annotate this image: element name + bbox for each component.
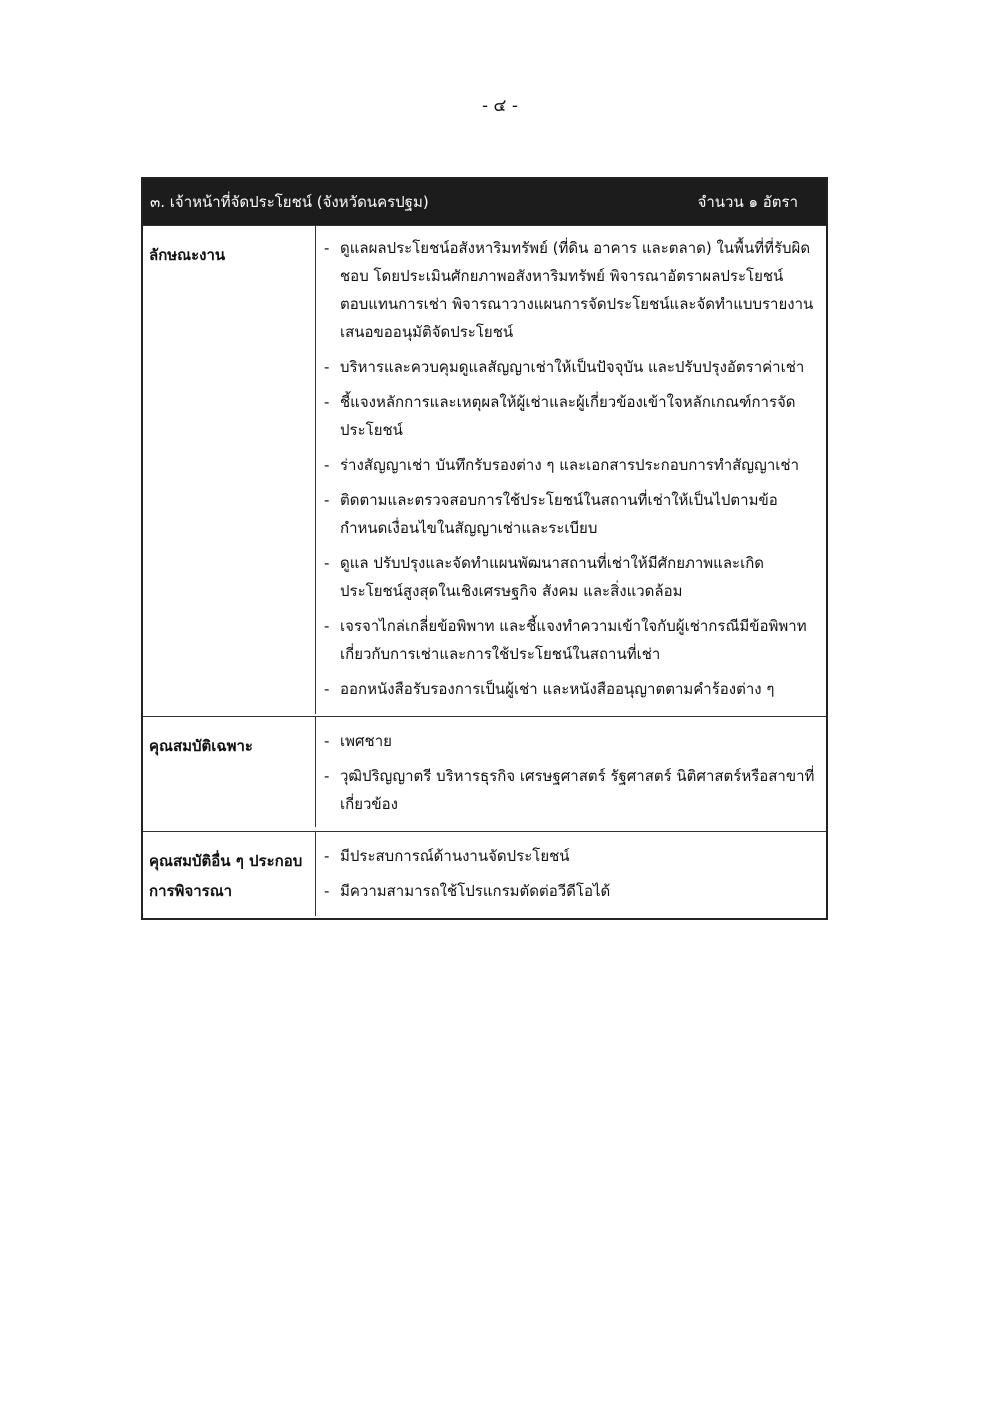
list-item: - บริหารและควบคุมดูแลสัญญาเช่าให้เป็นปัจจุบัน และปรับปรุงอัตราค่าเช่า (324, 358, 805, 376)
list-item: - วุฒิปริญญาตรี บริหารธุรกิจ เศรษฐศาสตร์ รัฐศาสตร์ นิติศาสตร์หรือสาขาที่เกี่ยวข้อง (324, 767, 815, 813)
list-item: - มีประสบการณ์ด้านงานจัดประโยชน์ (324, 847, 570, 865)
list-item: - มีความสามารถใช้โปรแกรมตัดต่อวีดีโอได้ (324, 882, 611, 900)
table-header (143, 179, 826, 225)
table-row (143, 225, 826, 716)
row-label: คุณสมบัติอื่น ๆ ประกอบการพิจารณา (143, 832, 316, 916)
list-item: - ออกหนังสือรับรองการเป็นผู้เช่า และหนังสืออนุญาตตามคำร้องต่าง ๆ (324, 680, 775, 698)
row-label: คุณสมบัติเฉพาะ (143, 717, 316, 827)
job-description-table (141, 177, 828, 920)
row-content (316, 832, 826, 918)
row-content (316, 226, 826, 716)
position-count: จำนวน ๑ อัตรา (697, 193, 798, 211)
list-item: - ร่างสัญญาเช่า บันทึกรับรองต่าง ๆ และเอกสารประกอบการทำสัญญาเช่า (324, 456, 799, 474)
row-content (316, 717, 826, 831)
list-item: - ดูแลผลประโยชน์อสังหาริมทรัพย์ (ที่ดิน อาคาร และตลาด) ในพื้นที่ที่รับผิดชอบ โดยประเมินศักยภาพอสังหาริมทรัพย์ พิจารณาอัตราผลประโยชน์ตอบแทนการเช่า พิจารณาวางแผนการจัดประโยชน์และจัดทำแบบรายงานเสนอขออนุมัติจัดประโยชน์ (324, 239, 814, 341)
list-item: - ติดตามและตรวจสอบการใช้ประโยชน์ในสถานที่เช่าให้เป็นไปตามข้อกำหนดเงื่อนไขในสัญญาเช่าและระเบียบ (324, 491, 778, 537)
list-item: - เพศชาย (324, 732, 392, 750)
row-label: ลักษณะงาน (143, 226, 316, 714)
list-item: - เจรจาไกล่เกลี่ยข้อพิพาท และชี้แจงทำความเข้าใจกับผู้เช่ากรณีมีข้อพิพาทเกี่ยวกับการเช่าและการใช้ประโยชน์ในสถานที่เช่า (324, 617, 807, 663)
page-number: - ๔ - (482, 96, 518, 116)
table-row (143, 831, 826, 918)
list-item: - ดูแล ปรับปรุงและจัดทำแผนพัฒนาสถานที่เช่าให้มีศักยภาพและเกิดประโยชน์สูงสุดในเชิงเศรษฐกิจ สังคม และสิ่งแวดล้อม (324, 554, 765, 600)
list-item: - ชี้แจงหลักการและเหตุผลให้ผู้เช่าและผู้เกี่ยวข้องเข้าใจหลักเกณฑ์การจัดประโยชน์ (324, 393, 796, 439)
table-row (143, 716, 826, 831)
position-title: ๓. เจ้าหน้าที่จัดประโยชน์ (จังหวัดนครปฐม) (150, 193, 429, 211)
